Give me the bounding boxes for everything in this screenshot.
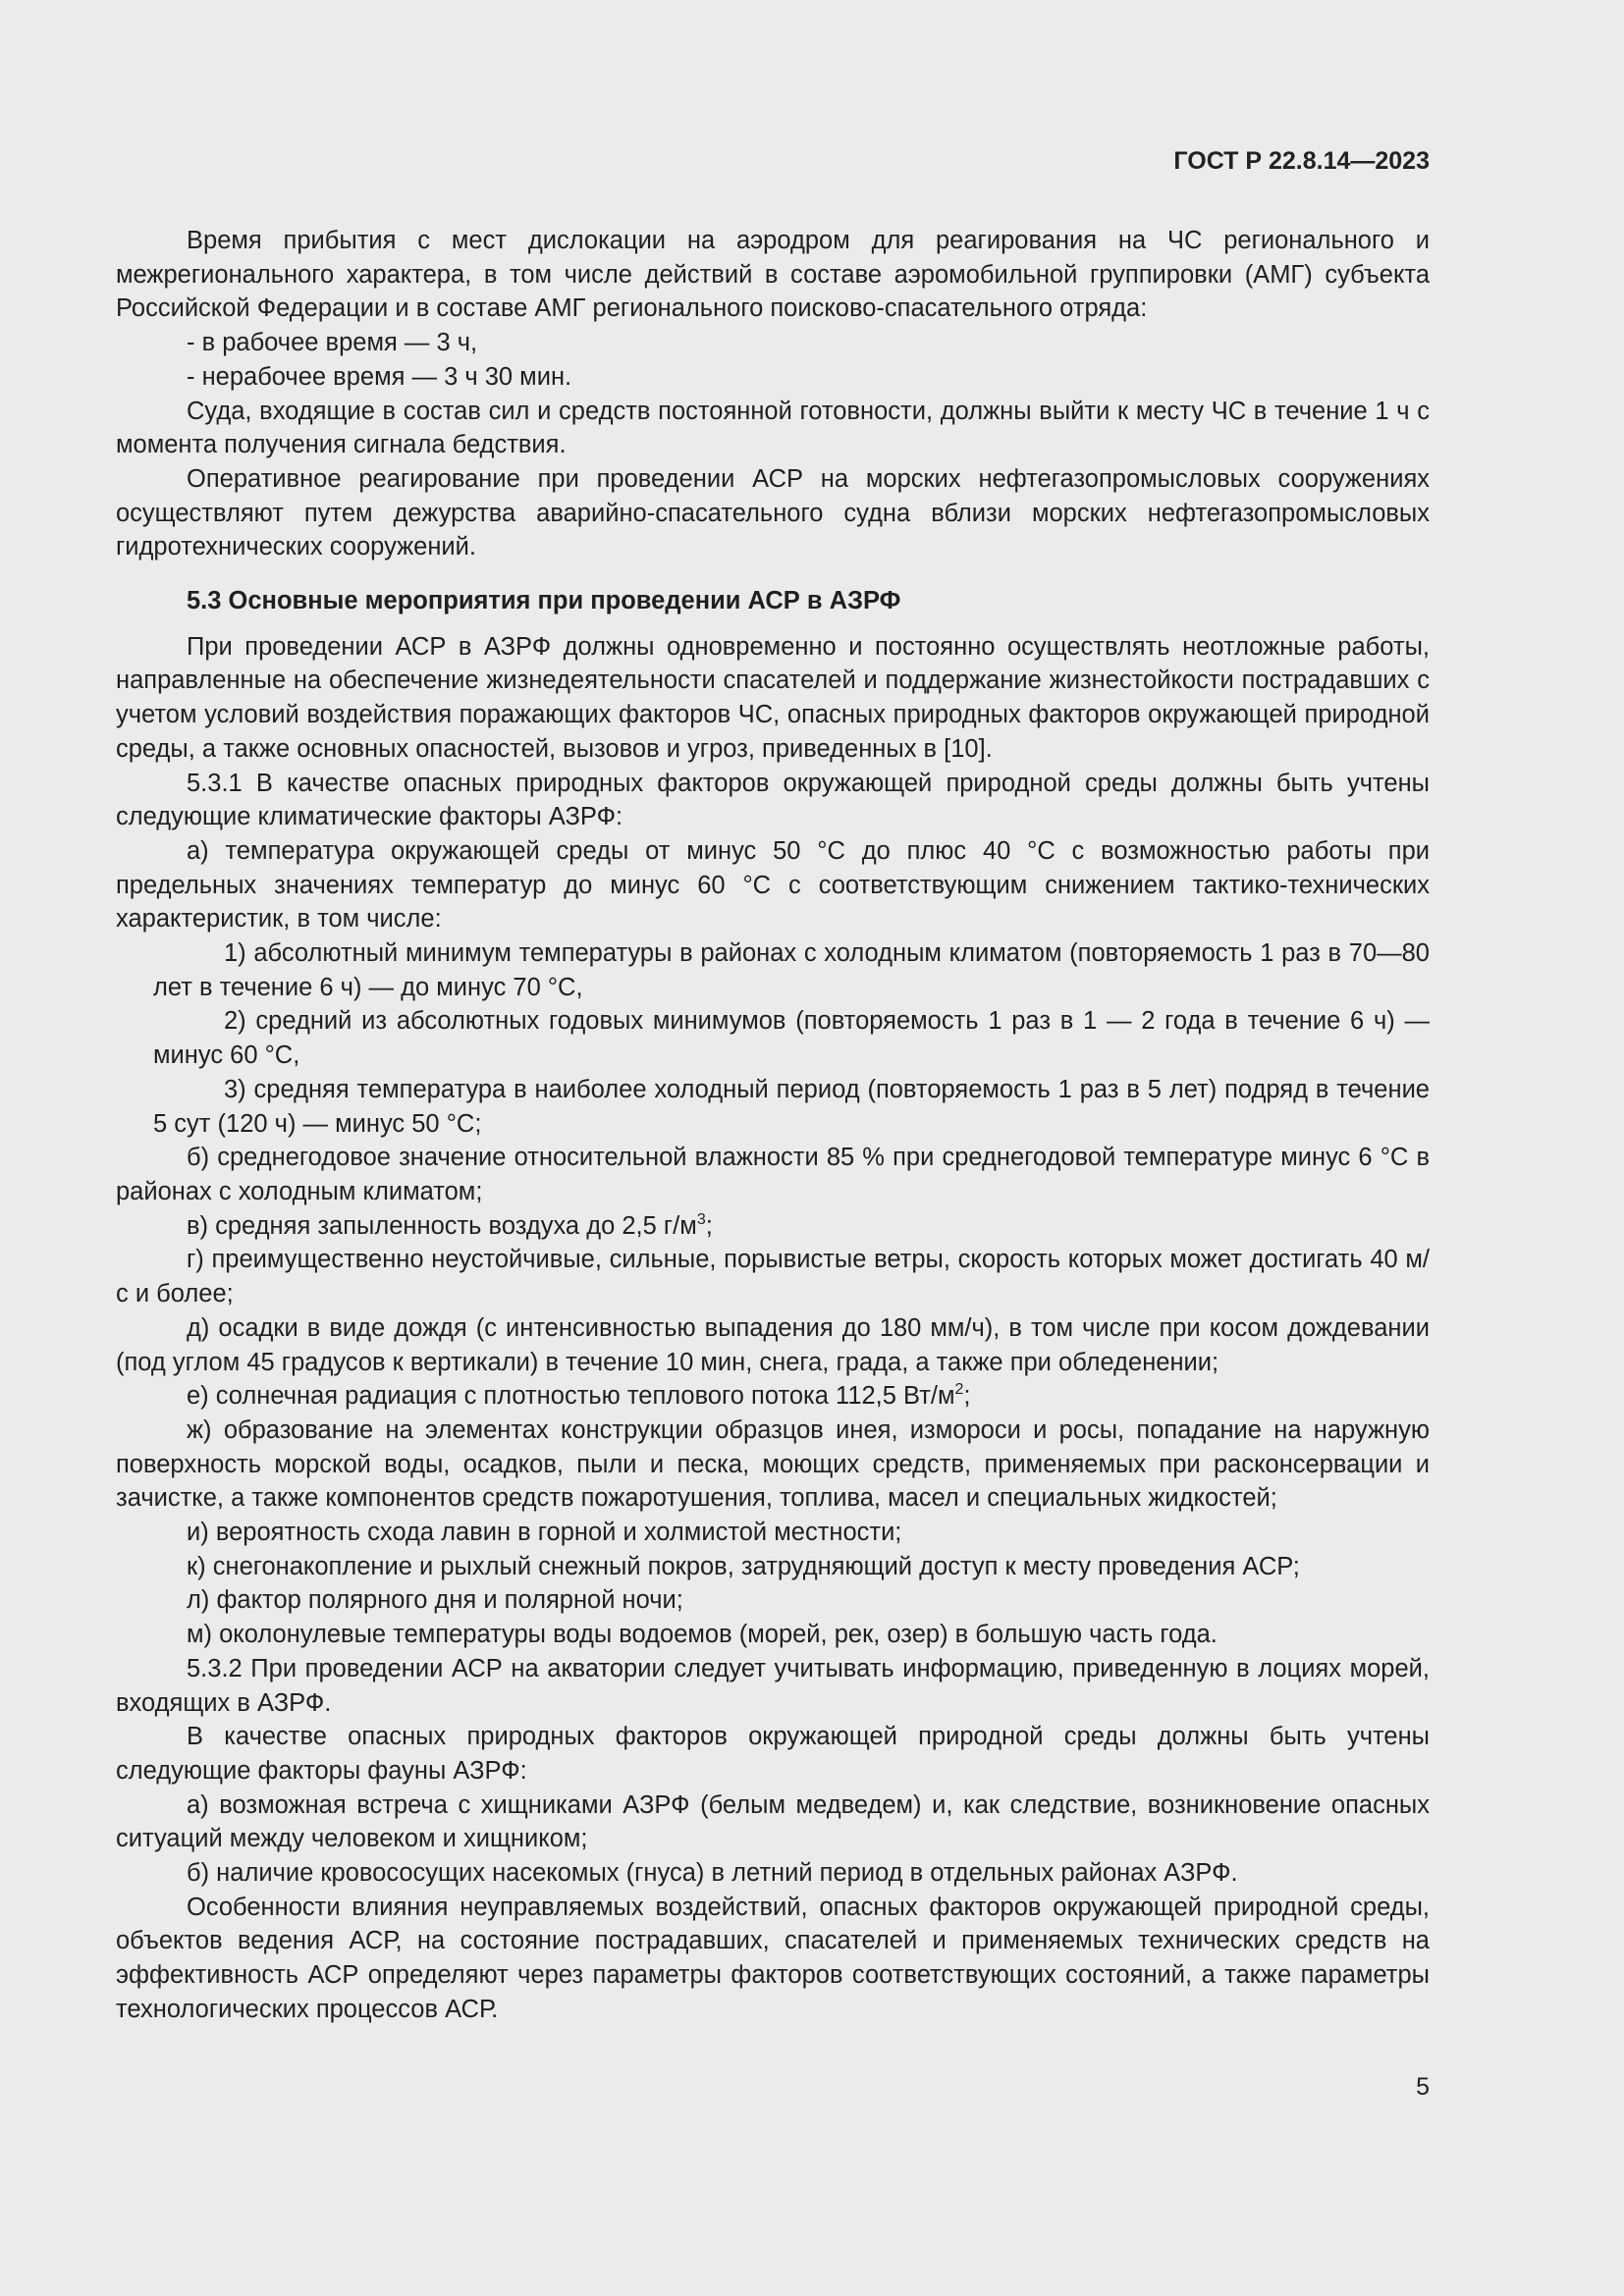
dust-text: в) средняя запыленность воздуха до 2,5 г/м [187, 1211, 697, 1240]
paragraph-arrival-time: Время прибытия с мест дислокации на аэродром для реагирования на ЧС регионального и межрегионального характера, в том числе действий в составе аэромобильной группировки (АМГ) субъекта Российской Федерации и в составе АМГ регионального поисково-спасательного отряда: [116, 227, 1430, 323]
list-item-g-winds: г) преимущественно неустойчивые, сильные, порывистые ветры, скорость которых может достигать 40 м/с и более; [116, 1246, 1430, 1308]
radiation-superscript: 2 [954, 1381, 964, 1399]
document-body [116, 224, 1430, 2027]
radiation-text: е) солнечная радиация с плотностью теплового потока 112,5 Вт/м [187, 1382, 955, 1411]
document-code: ГОСТ Р 22.8.14—2023 [1173, 147, 1430, 175]
list-item-l-polar-day: л) фактор полярного дня и полярной ночи; [187, 1586, 683, 1615]
list-item-a-predators: а) возможная встреча с хищниками АЗРФ (белым медведем) и, как следствие, возникновение опасных ситуаций между человеком и хищником; [116, 1790, 1430, 1853]
list-item-e-solar-radiation [116, 1379, 1430, 1414]
list-item-a-temperature: а) температура окружающей среды от минус 50 °C до плюс 40 °C с возможностью работы при предельных значениях температур до минус 60 °C с соответствующим снижением тактико-технических характеристик, в том числе: [116, 836, 1430, 934]
list-item-b-humidity: б) среднегодовое значение относительной влажности 85 % при среднегодовой температуре минус 6 °C в районах с холодным климатом; [116, 1144, 1430, 1205]
sublist-item-3-cold-period: 3) средняя температура в наиболее холодный период (повторяемость 1 раз в 5 лет) подряд в течение 5 сут (120 ч) — минус 50 °C; [153, 1075, 1430, 1138]
paragraph-fauna-factors: В качестве опасных природных факторов окружающей природной среды должны быть учтены следующие факторы фауны АЗРФ: [116, 1723, 1430, 1785]
paragraph-influence-features: Особенности влияния неуправляемых воздействий, опасных факторов окружающей природной среды, объектов ведения АСР, на состояние пострадавших, спасателей и применяемых технических средств на эффективность АСР определяют через параметры факторов соответствующих состояний, а также параметры технологических процессов АСР. [116, 1893, 1430, 2023]
list-item-i-avalanches: и) вероятность схода лавин в горной и холмистой местности; [187, 1519, 902, 1547]
sublist-item-1-absolute-minimum: 1) абсолютный минимум температуры в районах с холодным климатом (повторяемость 1 раз в 70—80 лет в течение 6 ч) — до минус 70 °C, [153, 939, 1430, 1001]
list-item-working-hours: - в рабочее время — 3 ч, [187, 329, 478, 357]
radiation-text-end: ; [963, 1382, 971, 1411]
list-item-off-hours: - нерабочее время — 3 ч 30 мин. [187, 362, 572, 391]
list-item-d-precipitation: д) осадки в виде дождя (с интенсивностью выпадения до 180 мм/ч), в том числе при косом дождевании (под углом 45 градусов к вертикали) в течение 10 мин, снега, града, а также при обледенении; [116, 1313, 1430, 1376]
paragraph-operational-response: Оперативное реагирование при проведении АСР на морских нефтегазопромысловых сооружениях осуществляют путем дежурства аварийно-спасательного судна вблизи морских нефтегазопромысловых гидротехнических сооружений. [116, 464, 1430, 561]
list-item-v-dust [116, 1209, 1430, 1244]
paragraph-5-3-2: 5.3.2 При проведении АСР на акватории следует учитывать информацию, приведенную в лоциях морей, входящих в АЗРФ. [116, 1654, 1430, 1717]
dust-superscript: 3 [696, 1210, 706, 1228]
page-number: 5 [1416, 2073, 1430, 2101]
list-item-zh-frost: ж) образование на элементах конструкции образцов инея, измороси и росы, попадание на наружную поверхность морской воды, осадков, пыли и песка, моющих средств, применяемых при расконсервации и зачистке, а также компонентов средств пожаротушения, топлива, масел и специальных жидкостей; [116, 1415, 1430, 1513]
paragraph-urgent-works: При проведении АСР в АЗРФ должны одновременно и постоянно осуществлять неотложные работы, направленные на обеспечение жизнедеятельности спасателей и поддержание жизнестойкости пострадавших с учетом условий воздействия поражающих факторов ЧС, опасных природных факторов окружающей природной среды, а также основных опасностей, вызовов и угроз, приведенных в [10]. [116, 632, 1430, 763]
sublist-item-2-average-minimum: 2) средний из абсолютных годовых минимумов (повторяемость 1 раз в 1 — 2 года в течение 6 ч) — минус 60 °C, [153, 1007, 1430, 1070]
paragraph-5-3-1: 5.3.1 В качестве опасных природных факторов окружающей природной среды должны быть учтены следующие климатические факторы АЗРФ: [116, 769, 1430, 831]
list-item-k-snow-cover: к) снегонакопление и рыхлый снежный покров, затрудняющий доступ к месту проведения АСР; [187, 1552, 1300, 1580]
section-heading-5-3: 5.3 Основные мероприятия при проведении АСР в АЗРФ [187, 587, 901, 615]
paragraph-vessels: Суда, входящие в состав сил и средств постоянной готовности, должны выйти к месту ЧС в течение 1 ч с момента получения сигнала бедствия. [116, 397, 1430, 459]
dust-text-end: ; [705, 1211, 713, 1240]
list-item-m-water-temperature: м) околонулевые температуры воды водоемов (морей, рек, озер) в большую часть года. [187, 1621, 1218, 1649]
list-item-b-insects: б) наличие кровососущих насекомых (гнуса) в летний период в отдельных районах АЗРФ. [187, 1859, 1238, 1888]
